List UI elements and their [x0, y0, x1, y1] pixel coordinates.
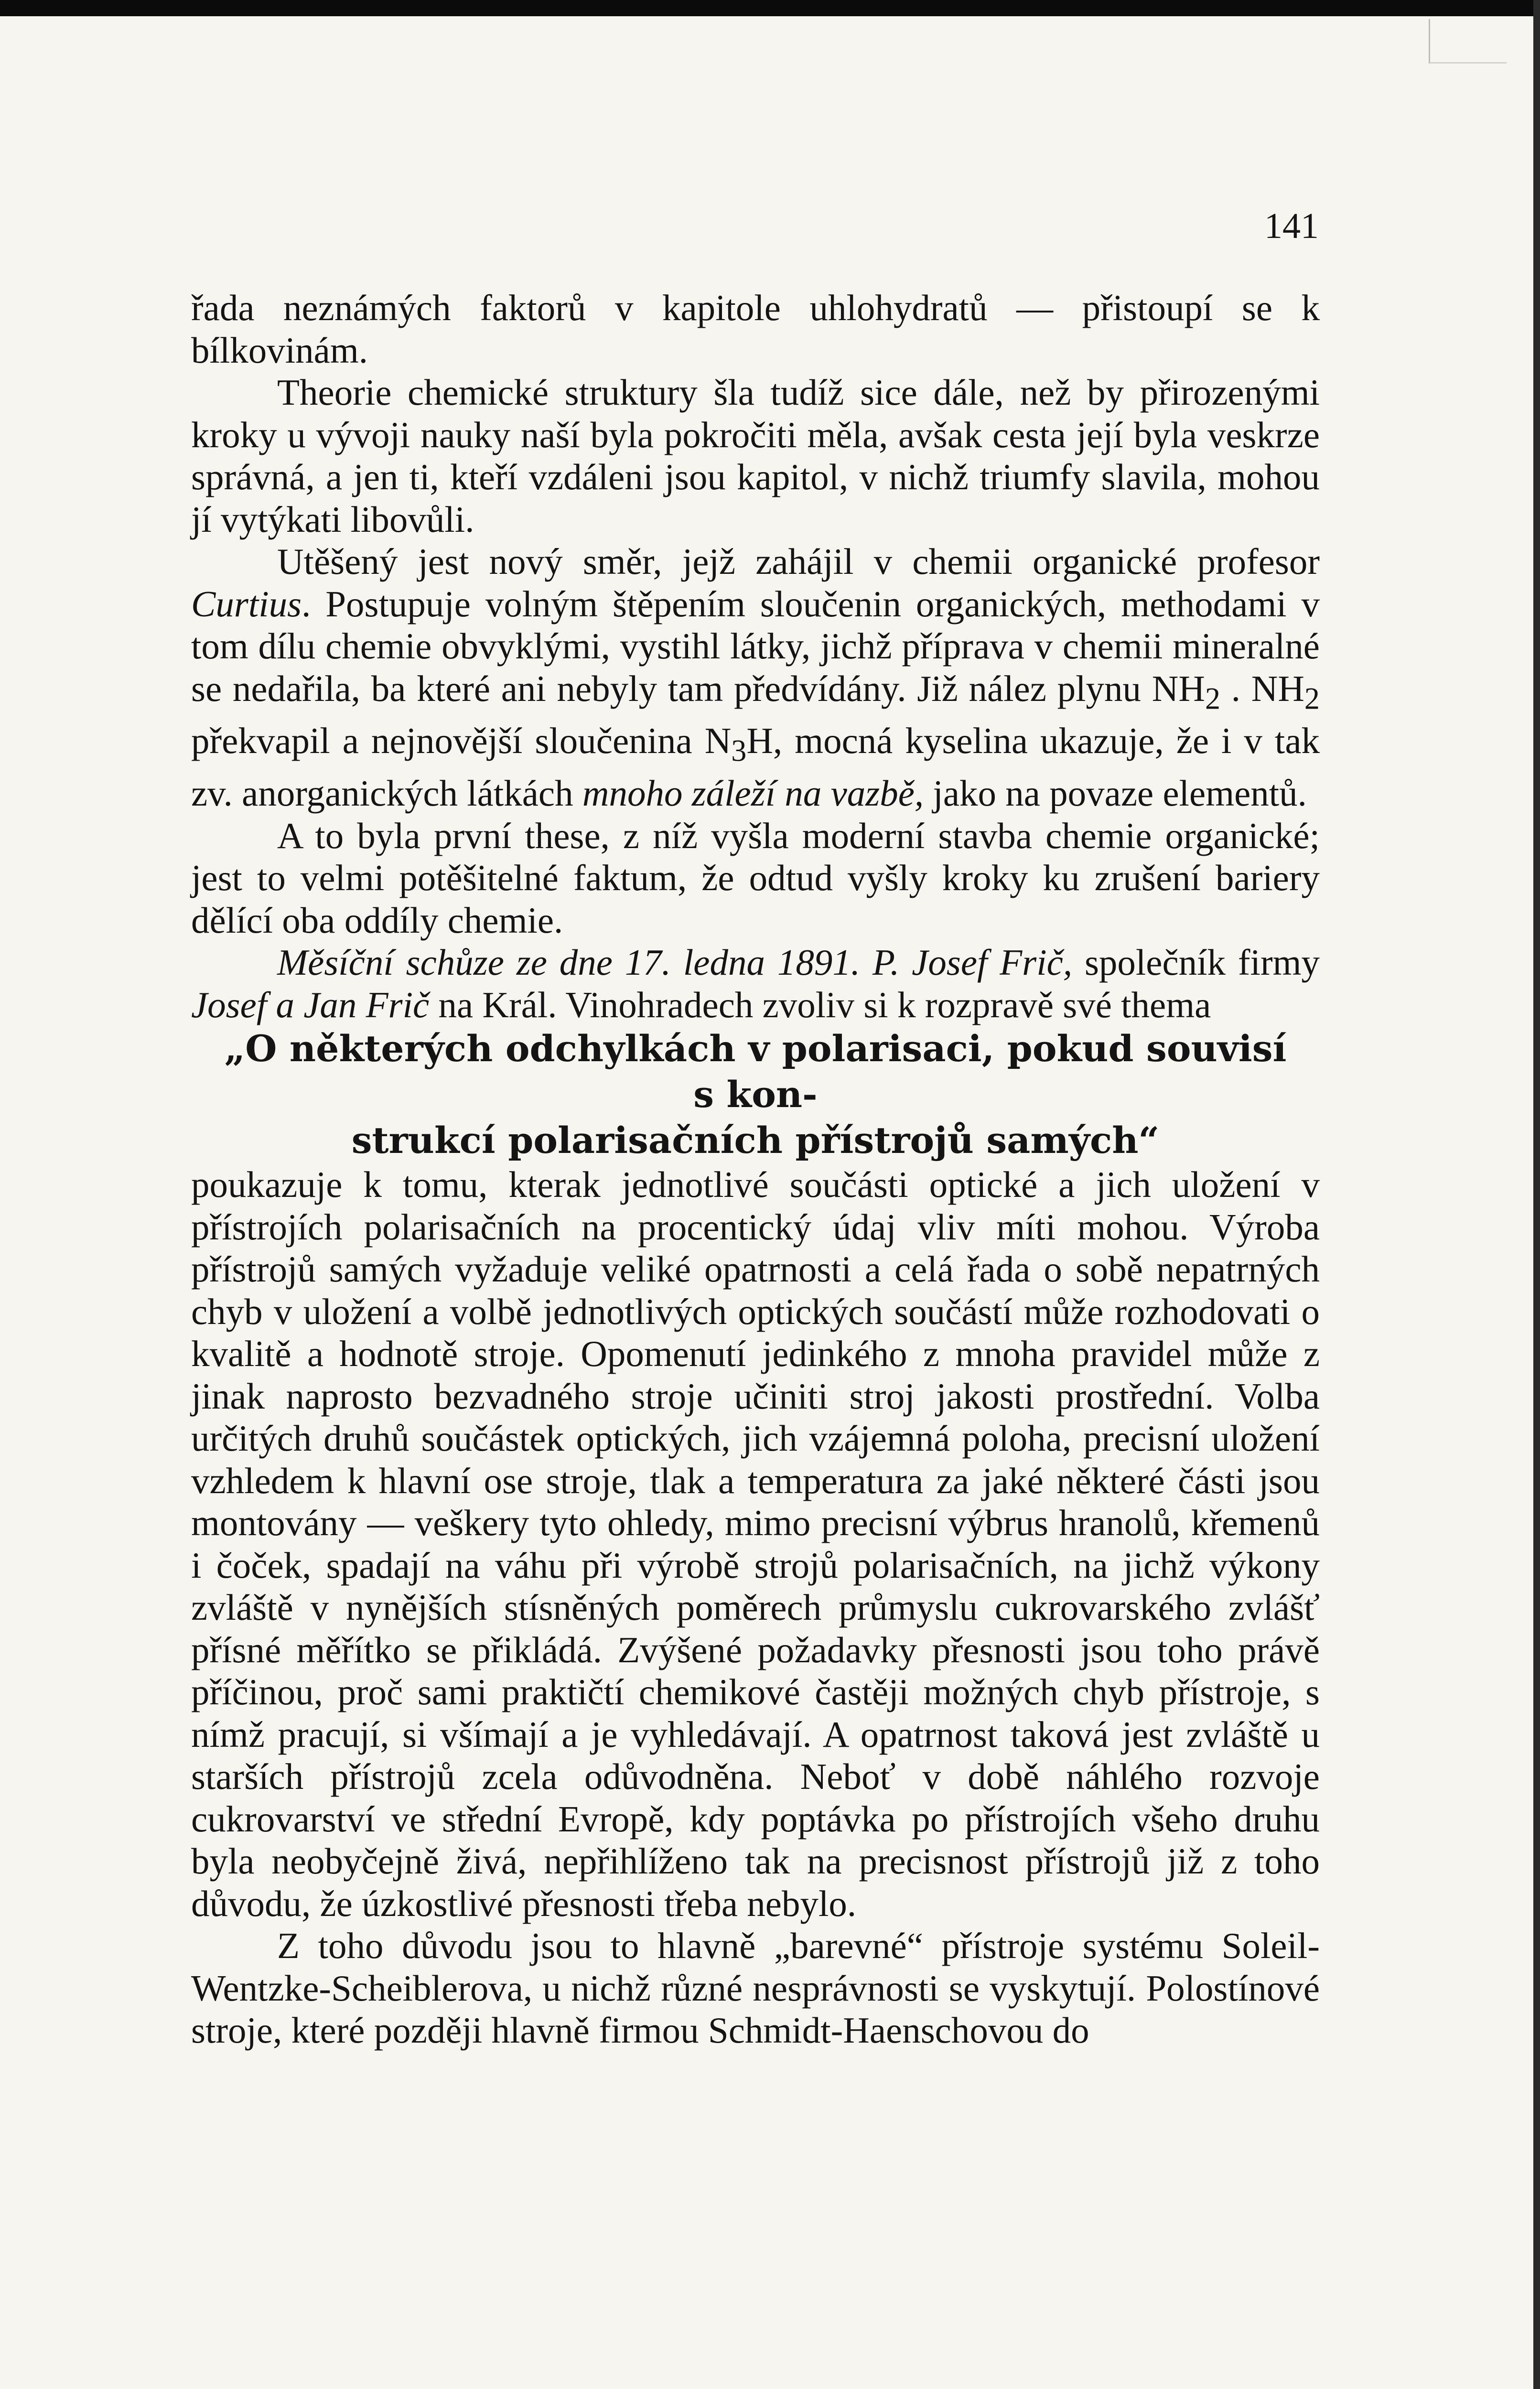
- lecture-title-line-1: „O některých odchylkách v polarisaci, pokud souvisí s kon-: [224, 1027, 1287, 1116]
- paragraph-2: Theorie chemické struktury šla tudíž sice dále, než by přirozenými kroky u vývoji nauky naší byla pokročiti měla, avšak cesta její byla veskrze správná, a jen ti, kteří vzdáleni jsou kapitol, v nichž triumfy slavila, mohou jí vytýkati libovůli.: [191, 372, 1320, 540]
- emphasis-text: mnoho záleží na vazbě,: [582, 773, 924, 814]
- paragraph-5-text-b: na Král. Vinohradech zvoliv si k rozpravě své thema: [429, 984, 1211, 1025]
- paragraph-3-text-b: . Postupuje volným štěpením sloučenin organických, methodami v tom dílu chemie obvyklými, vystihl látky, jichž příprava v chemii mineralné se nedařila, ba které ani nebyly tam předvídány. Již nález plynu NH: [191, 583, 1320, 709]
- paragraph-7: Z toho důvodu jsou to hlavně „barevné“ přístroje systému Soleil-Wentzke-Scheiblerova, u nichž různé nesprávnosti se vyskytují. Polostínové stroje, které později hlavně firmou Schmidt-Haenschovou do: [191, 1925, 1320, 2051]
- paragraph-6: poukazuje k tomu, kterak jednotlivé součásti optické a jich uložení v přístrojích polarisačních na procentický údaj vliv míti mohou. Výroba přístrojů samých vyžaduje veliké opatrnosti a celá řada o sobě nepatrných chyb v uložení a volbě jednotlivých optických součástí může rozhodovati o kvalitě a hodnotě stroje. Opomenutí jedinkého z mnoha pravidel může z jinak naprosto bezvadného stroje učiniti stroj jakosti prostřední. Volba určitých druhů součástek optických, jich vzájemná poloha, precisní uložení vzhledem k hlavní ose stroje, tlak a temperatura za jaké některé části jsou montovány — veškery tyto ohledy, mimo precisní výbrus hranolů, křemenů i čoček, spadají na váhu při výrobě strojů polarisačních, na jichž výkony zvláště v nynějších stísněných poměrech průmyslu cukrovarského zvlášť přísné měřítko se přikládá. Zvýšené požadavky přesnosti jsou toho právě příčinou, proč sami praktičtí chemikové častěji možných chyb přístroje, s nímž pracují, si všímají a je vyhledávají. A opatrnost taková jest zvláště u starších přístrojů zcela odůvodněna. Neboť v době náhlého rozvoje cukrovarství ve střední Evropě, kdy poptávka po přístrojích všeho druhu byla neobyčejně živá, nepřihlíženo tak na precisnost přístrojů již z toho důvodu, že úzkostlivé přesnosti třeba nebylo.: [191, 1164, 1320, 1924]
- paragraph-3: [191, 540, 1320, 815]
- paragraph-3-text-d: překvapil a nejnovější sloučenina N: [191, 720, 732, 762]
- firm-name: Josef a Jan Frič: [191, 984, 430, 1025]
- paragraph-5: [191, 941, 1320, 1026]
- meeting-date: Měsíční schůze ze dne 17. ledna 1891. P. Josef Frič,: [277, 942, 1073, 983]
- paragraph-3-text-c: . NH: [1220, 667, 1304, 709]
- paragraph-4: A to byla první these, z níž vyšla moderní stavba chemie organické; jest to velmi potěšitelné faktum, že odtud vyšly kroky ku zrušení bariery dělící oba oddíly chemie.: [191, 815, 1320, 941]
- scan-corner-mark: [1429, 19, 1507, 64]
- subscript: 2: [1205, 681, 1221, 715]
- lecture-title-line-2: strukcí polarisačních přístrojů samých“: [351, 1119, 1160, 1162]
- paragraph-3-text-a: Utěšený jest nový směr, jejž zahájil v chemii organické profesor: [277, 541, 1320, 582]
- subscript: 3: [731, 733, 747, 768]
- scan-right-edge: [1533, 0, 1540, 2389]
- paragraph-1: řada neznámých faktorů v kapitole uhlohydratů — přistoupí se k bílkovinám.: [191, 287, 1320, 371]
- lecture-title: [191, 1026, 1320, 1163]
- paragraph-5-text-a: společník firmy: [1072, 942, 1320, 983]
- page-number: 141: [1264, 206, 1319, 246]
- body-text: [191, 287, 1320, 2052]
- scan-top-border: [0, 0, 1540, 16]
- paragraph-3-text-e: H, mocná kyselina ukazuje, že i v tak zv. anorganických látkách: [191, 720, 1320, 814]
- paragraph-3-text-f: jako na povaze elementů.: [924, 773, 1307, 814]
- author-name-curtius: Curtius: [191, 583, 302, 624]
- subscript: 2: [1304, 681, 1320, 715]
